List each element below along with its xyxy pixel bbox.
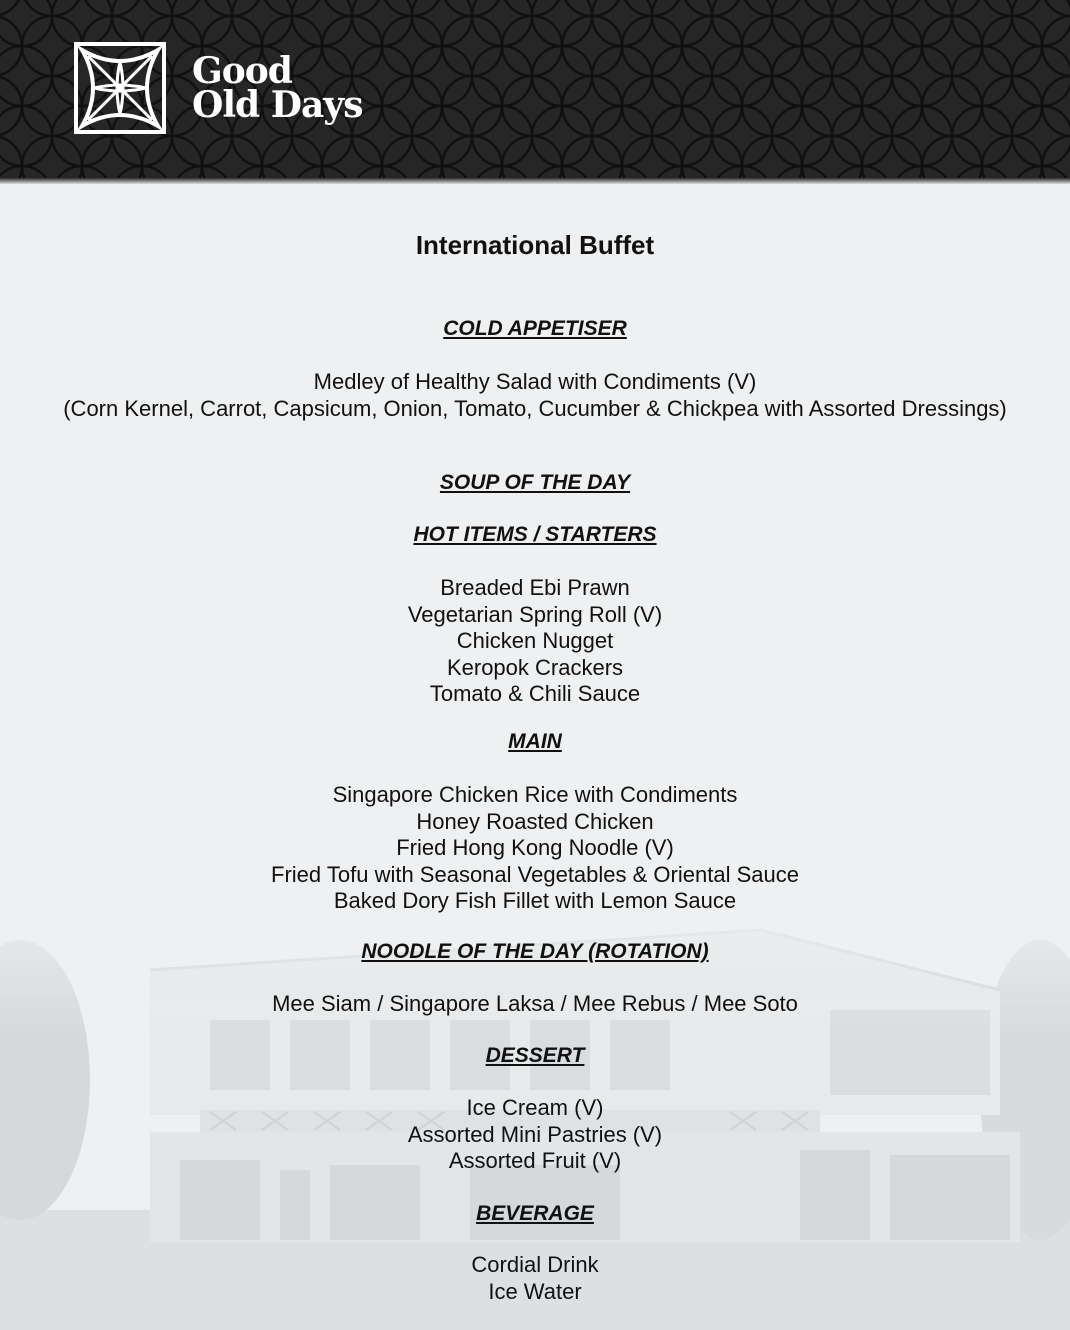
- list-item: Baked Dory Fish Fillet with Lemon Sauce: [333, 888, 737, 913]
- section-heading-dessert: DESSERT: [485, 1044, 585, 1067]
- list-item: Breaded Ebi Prawn: [440, 575, 630, 600]
- list-item: Tomato & Chili Sauce: [429, 681, 641, 706]
- header-banner: [0, 0, 1070, 184]
- section-heading-main: MAIN: [508, 730, 562, 753]
- logo-wordmark: [192, 50, 363, 126]
- list-item: Medley of Healthy Salad with Condiments (V): [313, 369, 757, 394]
- list-item: Assorted Fruit (V): [448, 1148, 622, 1173]
- beverage-list: [60, 1252, 1010, 1305]
- section-heading-hot-items: HOT ITEMS / STARTERS: [413, 523, 657, 546]
- header-fade: [0, 178, 1070, 184]
- list-item: Chicken Nugget: [456, 628, 614, 653]
- logo: [74, 42, 362, 134]
- logo-mark-icon: [74, 42, 166, 134]
- dessert-list: [60, 1095, 1010, 1175]
- section-heading-beverage: BEVERAGE: [476, 1202, 594, 1225]
- section-heading-noodle: NOODLE OF THE DAY (ROTATION): [361, 940, 709, 963]
- list-item: Mee Siam / Singapore Laksa / Mee Rebus / Mee Soto: [272, 991, 798, 1016]
- list-item: Vegetarian Spring Roll (V): [407, 601, 663, 627]
- logo-line-2: Old Days: [192, 84, 363, 126]
- list-item: Fried Tofu with Seasonal Vegetables & Oriental Sauce: [271, 861, 799, 887]
- menu-title: International Buffet: [415, 230, 655, 260]
- hot-items-list: [60, 575, 1010, 708]
- list-item: Ice Water: [488, 1278, 582, 1304]
- list-item: Ice Cream (V): [466, 1095, 604, 1120]
- list-item: Cordial Drink: [471, 1252, 599, 1277]
- list-item: Assorted Mini Pastries (V): [407, 1121, 663, 1147]
- section-heading-cold-appetiser: COLD APPETISER: [443, 317, 627, 340]
- logo-line-1: Good: [192, 50, 292, 92]
- noodle-list: [60, 991, 1010, 1018]
- main-list: [60, 782, 1010, 915]
- cold-appetiser-list: [60, 369, 1010, 422]
- list-item: Fried Hong Kong Noodle (V): [396, 835, 674, 860]
- section-heading-soup: SOUP OF THE DAY: [439, 471, 631, 494]
- list-item: Honey Roasted Chicken: [416, 808, 654, 834]
- list-item: Singapore Chicken Rice with Condiments: [332, 782, 738, 807]
- list-item: Keropok Crackers: [446, 654, 624, 680]
- list-item: (Corn Kernel, Carrot, Capsicum, Onion, Tomato, Cucumber & Chickpea with Assorted Dressings): [63, 395, 1007, 421]
